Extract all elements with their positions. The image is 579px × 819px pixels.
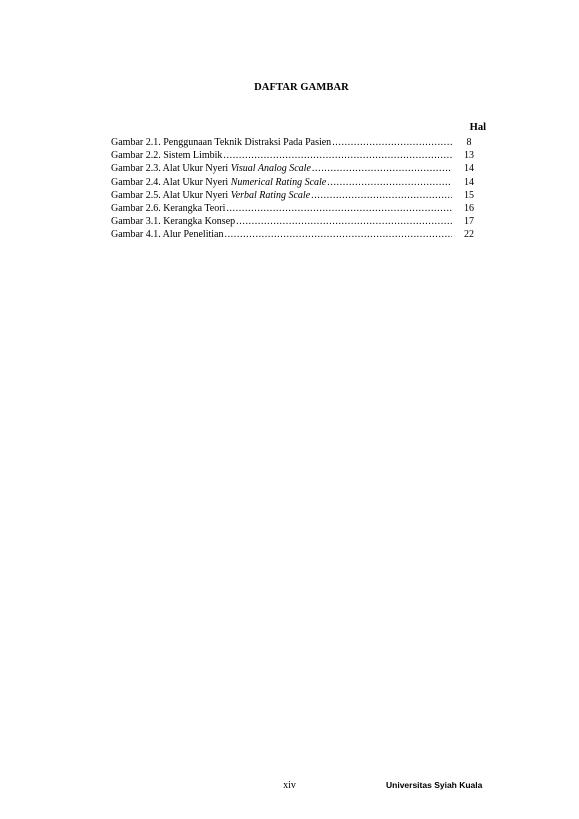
entry-text: Gambar 2.2. Sistem Limbik bbox=[111, 150, 223, 162]
entry-label bbox=[111, 228, 452, 241]
entry-label bbox=[111, 202, 452, 215]
list-item[interactable] bbox=[111, 149, 486, 162]
list-item[interactable] bbox=[111, 215, 486, 228]
entry-label bbox=[111, 136, 452, 149]
entry-label bbox=[111, 189, 452, 202]
entry-label bbox=[111, 176, 452, 189]
entry-italic-text: Numerical Rating Scale bbox=[230, 176, 327, 188]
list-item[interactable] bbox=[111, 136, 486, 149]
dot-leader bbox=[331, 136, 452, 149]
entry-page-number: 14 bbox=[464, 163, 474, 175]
figure-list bbox=[111, 136, 486, 242]
list-item[interactable] bbox=[111, 176, 486, 189]
list-item[interactable] bbox=[111, 162, 486, 175]
list-item[interactable] bbox=[111, 189, 486, 202]
page-column-header: Hal bbox=[469, 122, 486, 133]
entry-italic-text: Verbal Rating Scale bbox=[230, 189, 311, 201]
list-item[interactable] bbox=[111, 202, 486, 215]
entry-text: Gambar 2.5. Alat Ukur Nyeri bbox=[111, 189, 231, 201]
entry-text: Gambar 2.6. Kerangka Teori bbox=[111, 202, 226, 214]
entry-page-number: 17 bbox=[464, 216, 474, 228]
dot-leader bbox=[311, 162, 452, 175]
dot-leader bbox=[223, 228, 452, 241]
dot-leader bbox=[222, 149, 452, 162]
entry-label bbox=[111, 162, 452, 175]
entry-text: Gambar 2.4. Alat Ukur Nyeri bbox=[111, 176, 231, 188]
dot-leader bbox=[225, 202, 452, 215]
entry-text: Gambar 4.1. Alur Penelitian bbox=[111, 229, 224, 241]
entry-label bbox=[111, 149, 452, 162]
entry-text: Gambar 2.1. Penggunaan Teknik Distraksi Pada Pasien bbox=[111, 137, 332, 148]
entry-page-number: 16 bbox=[464, 202, 474, 214]
dot-leader bbox=[326, 176, 452, 189]
entry-italic-text: Visual Analog Scale bbox=[230, 163, 311, 175]
entry-text: Gambar 3.1. Kerangka Konsep bbox=[111, 216, 236, 228]
entry-page-number: 8 bbox=[466, 137, 472, 148]
page-title: DAFTAR GAMBAR bbox=[254, 82, 349, 93]
dot-leader bbox=[310, 189, 452, 202]
dot-leader bbox=[235, 215, 452, 228]
institution-name: Universitas Syiah Kuala bbox=[386, 780, 483, 790]
page-number: xiv bbox=[283, 780, 296, 791]
entry-page-number: 15 bbox=[464, 189, 474, 201]
entry-text: Gambar 2.3. Alat Ukur Nyeri bbox=[111, 163, 231, 175]
entry-page-number: 13 bbox=[464, 150, 474, 162]
list-item[interactable] bbox=[111, 228, 486, 241]
entry-label bbox=[111, 215, 452, 228]
entry-page-number: 22 bbox=[464, 229, 474, 241]
entry-page-number: 14 bbox=[464, 176, 474, 188]
